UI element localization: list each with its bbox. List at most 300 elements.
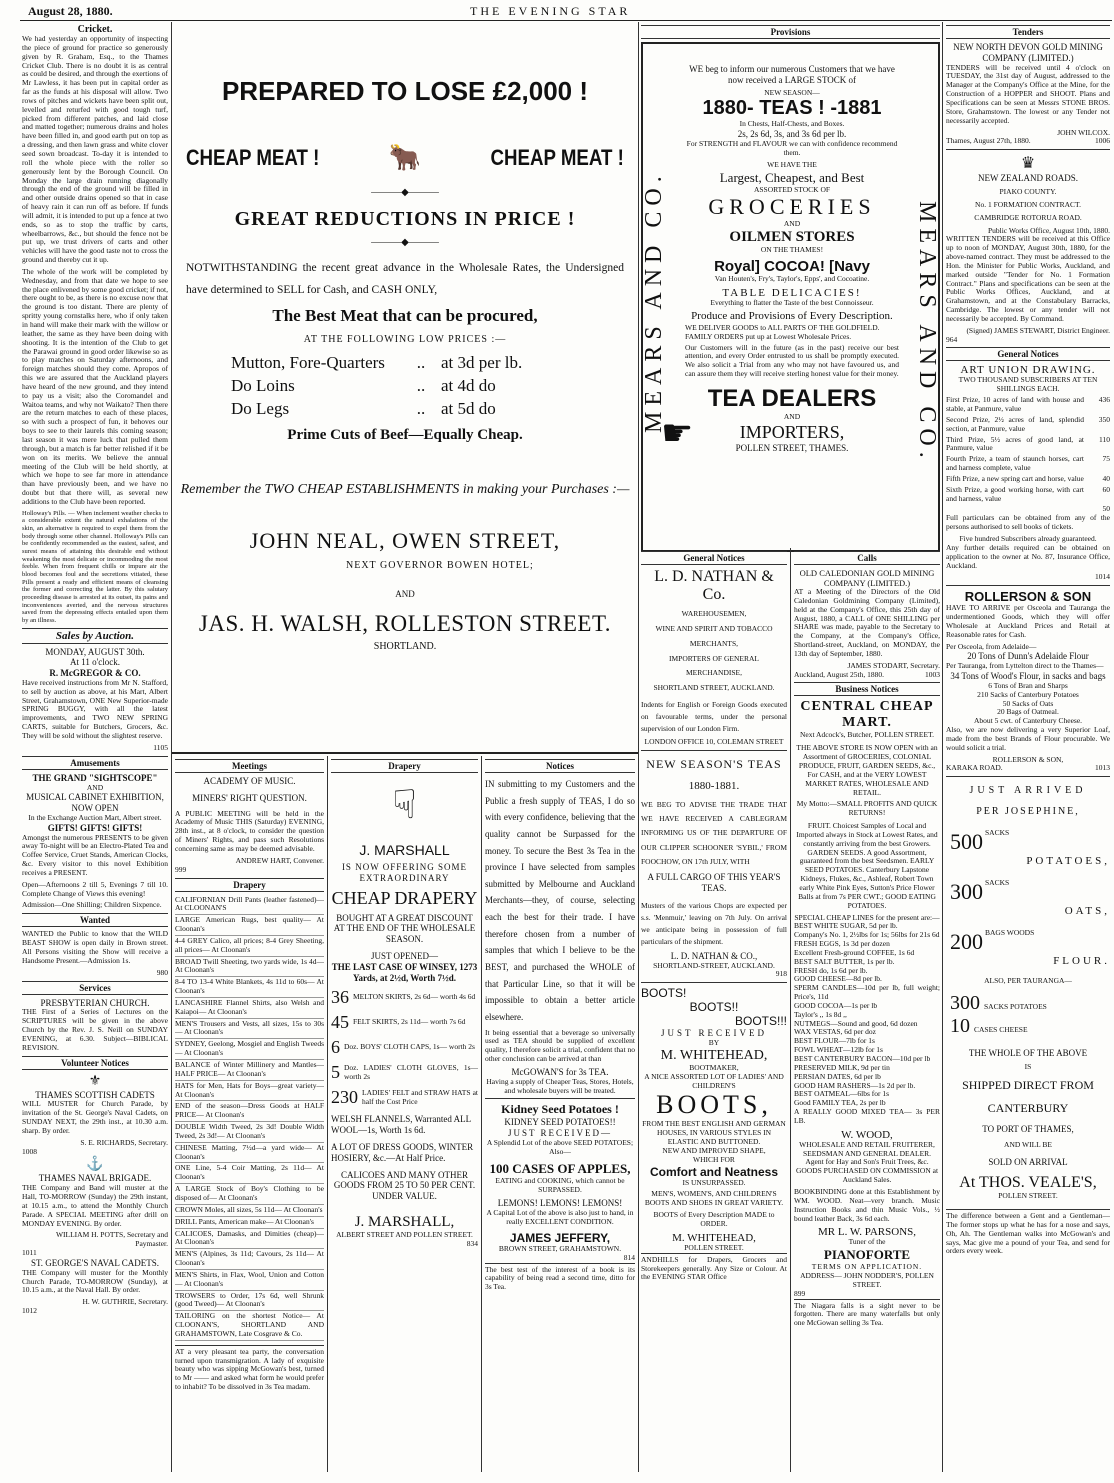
- drapery-item: LANCASHIRE Flannel Shirts, also Welsh and Kaiapoi— At Cloonan's: [175, 998, 324, 1019]
- prices-lead: AT THE FOLLOWING LOW PRICES :—: [303, 333, 507, 345]
- naval-signature: WILLIAM H. POTTS, Secretary and Paymaster.: [55, 1230, 168, 1249]
- calls-body: AT a Meeting of the Directors of the Old Caledonian Goldmining Company (Limited), held at the Company's Office, this 25th day of August, 1880, a CALL of ONE SHILLING per SHARE was made, payable to the Secretary to the Company, at the Company's Office, Shortland-street, Auckland, on MONDAY, the 13th day of September, 1880.: [794, 587, 940, 658]
- central-store: THE ABOVE STORE IS NOW OPEN with an Assortment of GROCERIES, COLONIAL PRODUCE, FRUIT, GARDEN SEEDS, &c., For CASH, and at the VERY LOWEST MARKET RATES, WHOLESALE AND RETAIL.: [796, 743, 938, 797]
- cricket-paragraph: We had yesterday an opportunity of inspecting the piece of ground for practice so generously given by R. Graham, Esq., to the Thames Cricket Club. There is no doubt it is as central as could be desired, and through the exertions of Mr Lawless, it has been put in capital order as far as the funds at his disposal will allow. Two rows of pitches and wickets have been split out, levelled and returfed with good tough turf, picked from different patches, and laid close and matted together; numerous drains and holes have been filled in, and good earth put on top as a dressing, and then lawn grass and white clover seed sown broadcast. To-day it is intended to roll the whole piece with the roller so generously lent by the Borough Council. On Monday the large drain running diagonally through the end of the ground will be filled in and other outside drains opened so that in case of heavy rain it can run off as before. If funds will admit, it is intended to put up a fence at two ends, so as to stop the traffic by carts, wheelbarrows, &c., but should the fence not be put up, we trust drivers of carts and other vehicles will have the good taste not to cross the ground and thereby cut it up.: [22, 34, 168, 265]
- george-title: ST. GEORGE'S NAVAL CADETS.: [30, 1257, 160, 1268]
- arrival-item: POTATOES,: [1026, 855, 1110, 868]
- meat-advertisement: [176, 24, 634, 759]
- column-rule: [790, 548, 791, 1472]
- drapery-item: DOUBLE Width Tweed, 2s 3d! Double Width Tweed, 2s 3d!— At Cloonan's: [175, 1122, 324, 1143]
- kidney-body: A Splendid Lot of the above SEED POTATOES; Also—: [486, 1138, 634, 1156]
- tenders-column: [946, 22, 1110, 1477]
- pointing-hand-icon: ☛: [661, 413, 694, 453]
- special-line: A REALLY GOOD MIXED TEA— 3s PER LB.: [794, 1107, 940, 1125]
- mears-side-left: MEARS AND CO.: [641, 170, 667, 434]
- nathan-line: WINE AND SPIRIT AND TOBACCO: [655, 623, 773, 633]
- prize-row: [946, 396, 1110, 414]
- price-item: Do Loins: [231, 375, 295, 395]
- price-item: Do Legs: [231, 398, 290, 418]
- meeting-signature: ANDREW HART, Convener.: [235, 855, 324, 865]
- veale-address: POLLEN STREET.: [998, 1191, 1058, 1201]
- mears-strength: For STRENGTH and FLAVOUR we can with confidence recommend them.: [686, 139, 898, 157]
- marshall-line-text: MELTON SKIRTS, 2s 6d— worth 4s 6d: [353, 992, 476, 1002]
- rollerson-title: ROLLERSON & SON: [964, 589, 1092, 605]
- naval-number: 1011: [22, 1248, 37, 1258]
- nathan-line: WAREHOUSEMEN,: [681, 609, 747, 618]
- special-line: FOWL WHEAT—12lb for 1s: [794, 1045, 883, 1055]
- rollerson-body: HAVE TO ARRIVE per Osceola and Tauranga the undermentioned Goods, which they will offer Wholesale at Auckland Prices and Retail at Reasonable rates for Cash.: [946, 603, 1110, 639]
- cadets-number: 1008: [22, 1146, 37, 1156]
- prize-value: 75: [1102, 454, 1110, 464]
- mears-and2: AND: [783, 411, 801, 421]
- mears-assorted: ASSORTED STOCK OF: [753, 184, 831, 194]
- boots-signature: M. WHITEHEAD,: [672, 1231, 756, 1244]
- wood-goods: GOODS PURCHASED ON COMMISSION at Auckland Sales.: [795, 1166, 939, 1185]
- devon-company: NEW NORTH DEVON GOLD MINING COMPANY (LIMITED.): [953, 42, 1103, 63]
- calls-signature: JAMES STODART, Secretary.: [847, 660, 940, 670]
- nathan-advise: WE BEG TO ADVISE THE TRADE THAT WE HAVE RECEIVED A CABLEGRAM INFORMING US OF THE DEPARTURE OF OUR CLIPPER SCHOONER 'SYBIL,' FROM FOOCHOW, ON 17th JULY, WITH: [641, 799, 787, 866]
- mears-importers: IMPORTERS,: [739, 421, 845, 442]
- boots-every: BOOTS of Every Description MADE to ORDER.: [653, 1210, 775, 1228]
- drapery-item: TROWSERS to Order, 17s 6d, well Shrunk (good Tweed)— At Cloonan's: [175, 1291, 324, 1312]
- marshall-column: [331, 756, 478, 1476]
- devon-date: Thames, August 27th, 1880.: [946, 136, 1031, 146]
- bookbinding: BOOKBINDING done at this Establishment by WM. WOOD. Neat—very branch. Music Instruction Books and thin Music Vols., ½ bound leather Back, 3s 6d each.: [794, 1186, 940, 1223]
- wood-sub: WHOLESALE AND RETAIL FRUITERER, SEEDSMAN AND GENERAL DEALER.: [799, 1139, 935, 1158]
- price-value: at 4d do: [441, 375, 496, 395]
- parsons-piano: PIANOFORTE: [823, 1247, 911, 1263]
- special-line: Good FAMILY TEA, 2s per lb: [794, 1098, 886, 1108]
- drapery-item: TAILORING on the shortest Notice— At CLOONAN'S, SHORTLAND AND GRAHAMSTOWN, Late Cosgrave & Co.: [175, 1311, 324, 1341]
- drapery-item: CALICOES, Damasks, and Dimities (cheap)— At Cloonan's: [175, 1229, 324, 1250]
- marshall-line-text: Doz. LADIES' CLOTH GLOVES, 1s— worth 2s: [344, 1063, 478, 1081]
- boots-big: BOOTS,: [656, 1090, 772, 1120]
- special-line: PERSIAN DATES, 6d per lb: [794, 1071, 881, 1081]
- marshall-line-text: LADIES' FELT and STRAW HATS at half the Cost Price: [362, 1088, 478, 1106]
- special-line: PRESERVED MILK, 9d per tin: [794, 1062, 890, 1072]
- prize-value: 350: [1098, 414, 1110, 424]
- mears-intro: WE beg to inform our numerous Customers that we have now received a LARGE STOCK of: [689, 64, 895, 85]
- arrival-count: 500: [950, 829, 983, 855]
- column-rule: [638, 22, 639, 1472]
- marshall-opened: JUST OPENED—: [370, 950, 439, 961]
- business-heading: Business Notices: [794, 682, 940, 696]
- veale-name: At THOS. VEALE'S,: [959, 1174, 1097, 1192]
- arrival-line: [946, 929, 1110, 967]
- roads-number: 964: [946, 334, 958, 344]
- column-left: [22, 24, 168, 1479]
- drapery-item: LARGE American Rugs, best quality— At Cloonan's: [175, 915, 324, 936]
- boots-new-shape: NEW AND IMPROVED SHAPE,: [662, 1145, 766, 1155]
- price-table: [231, 353, 581, 419]
- also-tauranga: ALSO, PER TAURANGA—: [984, 976, 1072, 986]
- cheap-meat-right: CHEAP MEAT !: [490, 145, 624, 170]
- mears-body: Our Customers will in the future (as in the past) receive our best attention, and every Order entrusted to us shall be promptly executed. We also solicit a Trial from any who may not have favoured us, and can assure them they will receive sterling honest value for their money.: [685, 342, 899, 379]
- rollerson-signature: ROLLERSON & SON,: [992, 754, 1064, 764]
- sightscope-hours: Open—Afternoons 2 till 5, Evenings 7 till 10. Complete Change of Views this evening!: [22, 879, 168, 898]
- drapery-heading: Drapery: [331, 759, 478, 773]
- auction-number: 1105: [153, 742, 168, 752]
- mears-new-season: NEW SEASON—: [764, 87, 820, 97]
- roads-office: Public Works Office, August 10th, 1880.: [987, 225, 1110, 235]
- george-body: THE Company will muster for the Monthly Church Parade, TO-MORROW (Sunday), at 10.15 a.m., at the Naval Hall. By order.: [22, 1267, 168, 1295]
- special-line: BEST SALT BUTTER, 1s per lb.: [794, 956, 895, 966]
- drapery-item: 8-4 TO 13-4 White Blankets, 4s 11d to 60s— At Cloonan's: [175, 977, 324, 998]
- sightscope-and: AND: [86, 782, 104, 792]
- marshall-lines: [331, 987, 478, 1108]
- meetings-drapery-column: [175, 756, 324, 1476]
- mears-cocoa-sub: Van Houten's, Fry's, Taylor's, Epps', and Cocoatine.: [714, 274, 870, 284]
- special-line: WAX VESTAS, 6d per doz: [794, 1027, 876, 1037]
- ornament-divider: ———◆———: [371, 187, 439, 198]
- calls-title: OLD CALEDONIAN GOLD MINING COMPANY (LIMITED.): [799, 568, 935, 589]
- marshall-line-count: 230: [331, 1087, 358, 1108]
- marshall-line: [331, 1062, 478, 1083]
- boots-line-1: BOOTS!: [641, 986, 687, 1001]
- crown-crest-icon: ♛: [1020, 155, 1036, 173]
- special-line: BEST CANTERBURY BACON—10d per lb: [794, 1054, 931, 1063]
- notices-heading: Notices: [485, 759, 635, 773]
- cheese-10-label: CASES CHEESE: [974, 1025, 1028, 1035]
- calls-date: Auckland, August 25th, 1880.: [794, 669, 884, 679]
- amusements-heading: Amusements: [22, 756, 168, 770]
- marshall-line: [331, 987, 478, 1008]
- ornament-divider: ———◆———: [371, 237, 439, 248]
- special-line: FRESH do, 1s 6d per lb.: [794, 965, 868, 975]
- general-notices-heading: General Notices: [946, 347, 1110, 361]
- nathan-year: 1880-1881.: [688, 779, 740, 792]
- column-rule: [481, 756, 482, 1472]
- arrival-lines: [946, 829, 1110, 967]
- price-value: at 5d do: [441, 398, 496, 418]
- mears-address: POLLEN STREET, THAMES.: [735, 442, 849, 453]
- mears-advertisement: [641, 22, 940, 552]
- shortland-line: SHORTLAND.: [373, 640, 437, 652]
- rollerson-number: 1013: [1095, 763, 1110, 773]
- prize-row: [946, 436, 1110, 454]
- naval-body: THE Company and Band will muster at the Hall, TO-MORROW (Sunday) the 29th instant, at 10.15 a.m., to attend the Monthly Church Parade. A SPECIAL MEETING after drill on MONDAY EVENING. By order.: [22, 1183, 168, 1228]
- mcgowan-body: IN submitting to my Customers and the Public a fresh supply of TEAS, I do so with every confidence, believing that the quality cannot be Surpassed for the money. To secure the Best 3s Tea in the province I have selected from samples submitted by Melbourne and Auckland Merchants—they, of course, selecting each the best for their trade. I have therefore chosen from a number of samples that which I believe to be the BEST, and purchased the WHOLE of that Particular Line, so that it will be impossible to obtain a better article elsewhere.: [485, 779, 635, 1022]
- drapery-item: SYDNEY, Geelong, Mosgiel and English Tweeds— At Cloonan's: [175, 1039, 324, 1060]
- central-next: Next Adcock's, Butcher, POLLEN STREET.: [799, 730, 934, 740]
- potatoes-300-count: 300: [950, 992, 980, 1015]
- price-row: [231, 399, 581, 419]
- remember-line: Remember the TWO CHEAP ESTABLISHMENTS in making your Purchases :—: [180, 481, 630, 497]
- cambridge: CAMBRIDGE ROTORUA ROAD.: [974, 212, 1082, 222]
- kidney-heading: Kidney Seed Potatoes !: [485, 1098, 635, 1117]
- auction-time: At 11 o'clock.: [69, 657, 121, 668]
- andhills-notice: ANDHILLS for Drapers, Grocers and Storekeepers generally. Any Size or Colour. At the EVENING STAR Office: [641, 1254, 787, 1282]
- special-line: Company's No. 1, 2½lbs for 1s; 56lbs for 21s 6d: [794, 930, 940, 940]
- sold-arrival: SOLD ON ARRIVAL: [988, 1157, 1068, 1168]
- auction-date: MONDAY, AUGUST 30th.: [45, 646, 145, 657]
- price-dots: ..: [416, 352, 426, 372]
- marshall-line-text: FELT SKIRTS, 2s 11d— worth 7s 6d: [353, 1017, 466, 1027]
- marshall-line: [331, 1037, 478, 1058]
- mears-we-have: WE HAVE THE: [767, 159, 817, 169]
- naval-title: THAMES NAVAL BRIGADE.: [38, 1173, 152, 1184]
- prize-value: 110: [1099, 434, 1110, 444]
- devon-body: TENDERS will be received until 4 o'clock on TUESDAY, the 31st day of August, addressed to the Manager at the Company's Office at the Mine, for the Construction of a HOPPER and SHOOT. Plans and Specifications can be seen at Messrs STONE BROS. Store, Grahamstown. The lowest or any Tender not necessarily accepted.: [946, 62, 1110, 125]
- mears-deliver: WE DELIVER GOODS to ALL PARTS OF THE GOLDFIELD.: [685, 322, 880, 332]
- notices-column: [485, 756, 635, 1476]
- special-line: GOOD COCOA—1s per lb: [794, 1000, 878, 1010]
- special-line: BEST OATMEAL—6lbs for 1s: [794, 1089, 890, 1099]
- marshall-line-count: 5: [331, 1062, 340, 1083]
- special-line: BEST FLOUR—7lb for 1s: [794, 1036, 875, 1046]
- further-details: Any further details required can be obtained on application to the owner at No. 87, Insurance Office, Auckland.: [946, 542, 1110, 570]
- arrival-count: 300: [950, 879, 983, 905]
- wanted-number: 980: [156, 967, 168, 977]
- prize-value: 40: [1102, 473, 1110, 483]
- prize-row: [946, 416, 1110, 434]
- section-rule: [172, 752, 638, 754]
- rollerson-line: 210 Sacks of Canterbury Potatoes: [977, 689, 1079, 699]
- jeffery-name: JAMES JEFFERY,: [509, 1230, 611, 1245]
- arrival-item: FLOUR.: [1053, 955, 1110, 968]
- kidney-sub: KIDNEY SEED POTATOES!!: [504, 1117, 616, 1128]
- drapery-item: CROWN Moles, all sizes, 5s 11d— At Cloonan's: [175, 1205, 324, 1217]
- meat-headline: PREPARED TO LOSE £2,000 !: [221, 76, 589, 106]
- column-rule: [171, 22, 172, 1472]
- parsons-address: ADDRESS— JOHN NODDER'S, POLLEN STREET.: [800, 1271, 934, 1289]
- formation: No. 1 FORMATION CONTRACT.: [975, 199, 1081, 209]
- arrival-unit: SACKS: [985, 878, 1010, 888]
- prize-text: Second Prize, 2½ acres of land, splendid section, at Panmure, value: [946, 414, 1084, 433]
- drapery-item: DRILL Pants, American make— At Cloonan's: [175, 1217, 324, 1229]
- george-number: 1012: [22, 1306, 37, 1316]
- prize-value: 60: [1102, 484, 1110, 494]
- mears-table-sub: Everything to flatter the Taste of the best Connoisseur.: [710, 297, 874, 307]
- cheese-10-count: 10: [950, 1015, 970, 1038]
- price-value: at 3d per lb.: [441, 352, 523, 372]
- mears-and: AND: [783, 219, 801, 229]
- price-dots: ..: [416, 398, 426, 418]
- devon-number: 1006: [1095, 136, 1110, 146]
- marshall-line-count: 45: [331, 1012, 349, 1033]
- apples-line: 100 CASES OF APPLES,: [489, 1160, 631, 1176]
- sightscope-title: THE GRAND "SIGHTSCOPE": [32, 772, 158, 783]
- pointing-hand-icon: ☟: [392, 782, 417, 827]
- rollerson-tauranga: Per Tauranga, from Lyttelton direct to the Thames—: [946, 661, 1104, 671]
- boots-from: FROM THE BEST ENGLISH AND GERMAN HOUSES, IN VARIOUS STYLES IN ELASTIC AND BUTTONED.: [642, 1119, 786, 1147]
- meeting-body: A PUBLIC MEETING will be held in the Academy of Music THIS (Saturday) EVENING, 28th inst., at 8 o'clock, to consider the question of Miners' Rights, and pass such Resolutions concerning same as may be deemed advisable.: [175, 808, 324, 853]
- is-word: IS: [1024, 1061, 1032, 1071]
- arrival-unit: SACKS: [985, 828, 1010, 838]
- provisions-heading: Provisions: [641, 25, 940, 39]
- cheap-meat-left: CHEAP MEAT !: [186, 145, 320, 170]
- wood-agent: Agent for Hay and Son's Fruit Trees, &c.: [805, 1157, 929, 1167]
- volunteer-heading: Volunteer Notices: [22, 1056, 168, 1070]
- church-title: PRESBYTERIAN CHURCH.: [40, 997, 150, 1008]
- rollerson-lines: [946, 682, 1110, 726]
- marshall-lot: A LOT OF DRESS GOODS, WINTER HOSIERY, &c.—At Half Price.: [331, 1141, 474, 1163]
- mears-on-thames: ON THE THAMES!: [760, 245, 824, 255]
- ox-icon: 🐂: [388, 143, 422, 172]
- drapery-list: [175, 895, 324, 1341]
- services-heading: Services: [22, 981, 168, 995]
- auction-firm: R. McGREGOR & CO.: [49, 668, 141, 679]
- mears-tea-dealers: TEA DEALERS: [707, 384, 877, 412]
- arrival-line: [946, 829, 1110, 867]
- column-rule: [942, 22, 943, 1472]
- drapery-item: HATS for Men, Hats for Boys—great variety— At Cloonan's: [175, 1081, 324, 1102]
- prime-cuts-line: Prime Cuts of Beef—Equally Cheap.: [287, 426, 523, 443]
- crest-icon: ⚜: [88, 1073, 102, 1089]
- wanted-body: WANTED the Public to know that the WILD BEAST SHOW is open daily in Brown street. All Persons visiting the Show will receive a Handsome Present.—Admission 1s.: [22, 929, 168, 965]
- mears-side-right: MEARS AND CO.: [914, 200, 940, 464]
- drapery-item: MEN'S Trousers and Vests, all sizes, 15s to 30s— At Cloonan's: [175, 1019, 324, 1040]
- crest-icon: ⚓: [86, 1157, 104, 1173]
- just-arrived: JUST ARRIVED: [969, 785, 1087, 797]
- miners-title: MINERS' RIGHT QUESTION.: [192, 792, 307, 803]
- nathan-number: 918: [775, 969, 787, 979]
- nathan-line: SHORTLAND STREET, AUCKLAND.: [653, 683, 775, 693]
- rollerson-osceola: Per Osceola, from Adelaide—: [946, 641, 1037, 651]
- central-title: CENTRAL CHEAP MART.: [800, 699, 934, 731]
- drapery-item: END of the season—Dress Goods at HALF PRICE— At Cloonan's: [175, 1101, 324, 1122]
- george-signature: H. W. GUTHRIE, Secretary.: [82, 1297, 168, 1307]
- drapery-item: CHINESE Matting, 7½d—a yard wide— At Cloonan's: [175, 1143, 324, 1164]
- per-josephine: PER JOSEPHINE,: [976, 806, 1080, 818]
- sightscope-body: Amongst the numerous PRESENTS to be given away To-night will be an Electro-Plated Tea and Coffee Service, Cruet Stands, American Clocks, &c. Every visitor to this novel Exhibition receives a PRESENT.: [22, 832, 168, 877]
- prize-text: Fifth Prize, a new spring cart and horse, value: [946, 473, 1084, 483]
- special-line: FRESH EGGS, 1s 3d per dozen: [794, 939, 890, 949]
- arrival-item: OATS,: [1064, 905, 1110, 918]
- drapery-item: ONE Line, 5-4 Coir Matting, 2s 11d— At Cloonan's: [175, 1163, 324, 1184]
- price-row: [231, 376, 581, 396]
- prize-text: Third Prize, 5½ acres of good land, at Panmure, value: [946, 434, 1084, 453]
- and-connector: AND: [395, 588, 415, 599]
- nz-roads: NEW ZEALAND ROADS.: [977, 173, 1079, 184]
- masthead-rule: [20, 20, 1112, 21]
- special-line: SPERM CANDLES—10d per lb, full weight; Price's, 11d: [794, 983, 940, 1002]
- mears-oilmen: OILMEN STORES: [729, 229, 855, 246]
- mears-family: FAMILY ORDERS put up at Lowest Wholesale Prices.: [685, 331, 852, 341]
- neal-address: JOHN NEAL, OWEN STREET,: [249, 527, 561, 553]
- rollerson-line: About 5 cwt. of Canterbury Cheese.: [973, 716, 1083, 726]
- price-dots: ..: [416, 375, 426, 395]
- wanted-heading: Wanted: [22, 913, 168, 927]
- mears-chests: In Chests, Half-Chests, and Boxes.: [739, 119, 845, 129]
- church-body: THE First of a Series of Lectures on the SCRIPTURES will be given in the above Church by the Rev. J. S. Neill on SUNDAY EVENING, at 6.30. Subject—BIBLICAL REVISION.: [22, 1007, 168, 1052]
- sightscope-location: In the Exchange Auction Mart, Albert street.: [28, 812, 162, 822]
- sightscope-subtitle: MUSICAL CABINET EXHIBITION, NOW OPEN: [26, 792, 164, 814]
- special-line: Excellent Fresh-ground COFFEE, 1s 6d: [794, 947, 915, 957]
- walsh-address: JAS. H. WALSH, ROLLESTON STREET.: [198, 610, 612, 636]
- shipped-direct: SHIPPED DIRECT FROM: [962, 1077, 1094, 1092]
- marshall-welsh: WELSH FLANNELS, Warranted ALL WOOL—1s, Worth 1s 6d.: [331, 1114, 471, 1136]
- drapery-item: CALIFORNIAN Drill Pants (leather fastened)— At CLOONAN'S: [175, 895, 324, 916]
- rollerson-address: KARAKA ROAD.: [946, 763, 1003, 773]
- mears-cocoa: Royal] COCOA! [Navy: [714, 258, 870, 276]
- whole-above: THE WHOLE OF THE ABOVE: [968, 1048, 1088, 1059]
- mears-prices: 2s, 2s 6d, 3s, and 3s 6d per lb.: [737, 129, 847, 140]
- nathan-london: LONDON OFFICE 10, COLEMAN STREET: [644, 737, 784, 747]
- rollerson-line: 20 Bags of Oatmeal.: [997, 707, 1059, 717]
- and-will-be: AND WILL BE: [1004, 1139, 1052, 1149]
- boots-bootmaker: BOOTMAKER,: [689, 1062, 739, 1072]
- meetings-heading: Meetings: [175, 759, 324, 773]
- apples-sub: EATING and COOKING, which cannot be SURPASSED.: [495, 1175, 625, 1194]
- calls-column: [794, 548, 940, 1478]
- mears-teas: 1880- TEAS ! -1881: [702, 97, 882, 120]
- prize-value: 436: [1098, 395, 1110, 405]
- nathan-lines: [641, 610, 787, 693]
- drapery-heading: Drapery: [175, 878, 324, 892]
- lemons-line: LEMONS! LEMONS! LEMONS!: [497, 1198, 623, 1209]
- gent-note: The difference between a Gent and a Gentleman—The former stops up what he has for a nose and says, Oh, Ah. The Gentleman walks into McGowan's and says, Mac give me a pound of your Tea, and send for orders every week.: [946, 1211, 1110, 1256]
- boots-which: WHICH FOR: [693, 1154, 735, 1164]
- jeffery-number: 814: [623, 1252, 635, 1262]
- mears-table: TABLE DELICACIES!: [722, 286, 862, 299]
- sightscope-gifts: GIFTS! GIFTS! GIFTS!: [47, 822, 143, 833]
- rollerson-also: Also, we are now delivering a very Superior Loaf, made from the best Brands of Flour procurable. We would solicit a trial.: [946, 725, 1110, 752]
- prize-text: First Prize, 10 acres of land with house and stable, at Panmure, value: [946, 395, 1084, 414]
- marshall-bought: BOUGHT AT A GREAT DISCOUNT AT THE END OF THE WHOLESALE SEASON.: [333, 912, 476, 945]
- devon-signature: JOHN WILCOX.: [1057, 127, 1110, 137]
- piako: PIAKO COUNTY.: [999, 186, 1057, 196]
- calls-number: 1003: [925, 669, 940, 679]
- special-lines-list: [794, 922, 940, 1125]
- nathan-column: [641, 548, 787, 1478]
- general-notices-heading: General Notices: [641, 551, 787, 565]
- prize-row: [946, 455, 1110, 473]
- best-meat-line: The Best Meat that can be procured,: [272, 305, 538, 325]
- marshall-line-count: 36: [331, 987, 349, 1008]
- jeffery-address: BROWN STREET, GRAHAMSTOWN.: [498, 1243, 622, 1253]
- rollerson-line: 6 Tons of Bran and Sharps: [988, 680, 1068, 690]
- wood-name: W. WOOD,: [841, 1128, 893, 1141]
- prize-text: Sixth Prize, a good working horse, with cart and harness, value: [946, 484, 1084, 503]
- rollerson-line: 50 Sacks of Oats: [1002, 698, 1054, 708]
- calls-heading: Calls: [794, 551, 940, 565]
- nathan-signature: L. D. NATHAN & CO.,: [670, 950, 758, 961]
- drapery-item: MEN'S Shirts, in Flax, Wool, Union and Cotton— At Cloonan's: [175, 1270, 324, 1291]
- central-special: SPECIAL CHEAP LINES for the present are:—: [794, 912, 940, 922]
- particulars: Full particulars can be obtained from any of the persons authorised to sell books of tickets.: [946, 513, 1110, 532]
- boots-comfort: Comfort and Neatness: [649, 1164, 779, 1179]
- kidney-received: JUST RECEIVED—: [507, 1128, 613, 1139]
- drapery-footnote: AT a very pleasant tea party, the conversation turned upon transmigration. A lady of exquisite beauty who was sipping McGowan's best, turned to Mr —— and asked what form he would prefer to inhabit? To be dissolved in 3s Tea madam.: [175, 1346, 324, 1392]
- roads-body: WRITTEN TENDERS will be received at this Office up to noon of MONDAY, August 30th, 1880, for the above-named contract. They must be addressed to the Hon. the Minister for Public Works, Auckland, and marked outside "Tender for No. 1 Formation Contract." Plans and specifications can be seen at the Public Works Offices, Auckland, and at Grahamstown, and at the Constabulary Barracks, Cambridge. The lowest or any tender will not necessarily be accepted. By Command.: [946, 234, 1110, 323]
- marshall-line: [331, 1087, 478, 1108]
- cadets-title: THAMES SCOTTISH CADETS: [35, 1089, 155, 1100]
- auction-heading: Sales by Auction.: [22, 628, 168, 644]
- marshall-cheap: CHEAP DRAPERY: [331, 887, 478, 908]
- central-motto: My Motto:—SMALL PROFITS AND QUICK RETURNS!: [796, 799, 938, 818]
- boots-line-2: BOOTS!!: [689, 1000, 739, 1015]
- two-thousand: TWO THOUSAND SUBSCRIBERS AT TEN SHILLINGS EACH.: [958, 375, 1098, 394]
- nathan-sign-address: SHORTLAND-STREET, AUCKLAND.: [653, 960, 775, 970]
- nathan-cargo: A FULL CARGO OF THIS YEAR'S TEAS.: [647, 872, 781, 893]
- art-union: ART UNION DRAWING.: [960, 364, 1096, 377]
- further-number: 1014: [1095, 572, 1110, 582]
- nathan-indents: Indents for English or Foreign Goods executed on favourable terms, under the personal supervision of our London Firm.: [641, 700, 787, 734]
- nathan-line: MERCHANTS,: [689, 638, 739, 648]
- capital-line: A Capital Lot of the above is also just to hand, in really EXCELLENT CONDITION.: [486, 1208, 634, 1227]
- special-line: BEST WHITE SUGAR, 5d per lb.: [794, 921, 898, 931]
- jeffery-footnote: The best test of the interest of a book is its capability of being read a second time, ditto for 3s Tea.: [485, 1264, 635, 1292]
- potatoes-300-label: SACKS POTATOES: [984, 1002, 1047, 1012]
- marshall-address: ALBERT STREET AND POLLEN STREET.: [336, 1229, 473, 1239]
- boots-line-3: BOOTS!!!: [734, 1014, 787, 1029]
- boots-address: POLLEN STREET.: [684, 1242, 744, 1252]
- to-port: TO PORT OF THAMES,: [982, 1123, 1074, 1134]
- marshall-line-text: Doz. BOYS' CLOTH CAPS, 1s— worth 2s: [344, 1042, 475, 1052]
- cadets-signature: S. E. RICHARDS, Secretary.: [80, 1137, 168, 1147]
- nathan-line: IMPORTERS OF GENERAL: [669, 653, 759, 663]
